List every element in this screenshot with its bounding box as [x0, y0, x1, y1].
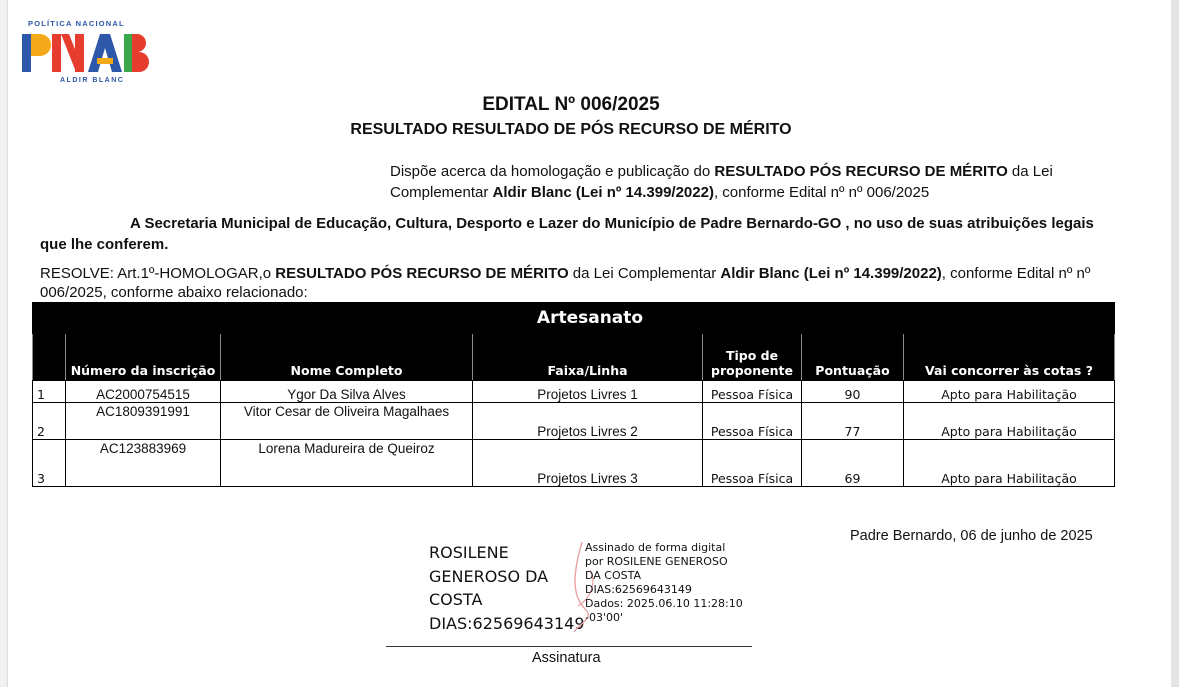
cell-nome [221, 403, 473, 440]
resolve-paragraph [40, 264, 1120, 302]
sig-info-line: Dados: 2025.06.10 11:28:10 [585, 597, 743, 610]
col-header-tipo-line2: proponente [711, 363, 793, 378]
cell-pontuacao: 69 [802, 440, 904, 487]
resolve-text-b: RESULTADO PÓS RECURSO DE MÉRITO [275, 265, 569, 282]
resolve-text-e: , conforme Edital nº nº 006/2025, conforme abaixo relacionado: [40, 265, 1091, 301]
secretaria-text-b: Secretaria Municipal de Educação, Cultura, Desporto e Lazer do Município de Padre Bernardo-GO , no uso de suas atribuições legais que lhe conferem. [40, 215, 1094, 253]
cell-tipo: Pessoa Física [703, 440, 802, 487]
row-number: 2 [33, 403, 66, 440]
intro-paragraph [390, 161, 1120, 203]
digital-signature-info [585, 541, 743, 625]
row-number: 1 [33, 381, 66, 403]
secretaria-text-a: A [130, 215, 141, 232]
col-header-inscricao: Número da inscrição [66, 334, 221, 381]
sig-info-line: Assinado de forma digital [585, 541, 726, 554]
signer-name-line: COSTA [429, 590, 483, 609]
intro-text-d: Aldir Blanc (Lei nº 14.399/2022) [492, 184, 714, 201]
cell-inscricao-text: AC123883969 [99, 441, 187, 456]
category-banner: Artesanato [66, 303, 1115, 334]
document-page [8, 0, 1171, 687]
document-date: Padre Bernardo, 06 de junho de 2025 [850, 528, 1093, 544]
secretaria-paragraph [40, 213, 1120, 255]
cell-nome-text: Vitor Cesar de Oliveira Magalhaes [243, 404, 450, 419]
sig-info-line: DA COSTA [585, 569, 642, 582]
signer-name-line: ROSILENE [429, 543, 509, 562]
intro-text-e: , conforme Edital nº nº 006/2025 [713, 184, 930, 201]
document-subtitle: RESULTADO RESULTADO DE PÓS RECURSO DE MÉRITO [350, 121, 792, 138]
resolve-text-a: RESOLVE: Art.1º-HOMOLOGAR,o [40, 265, 276, 282]
cell-tipo: Pessoa Física [703, 403, 802, 440]
intro-text-a: Dispõe acerca da homologação e publicação do [390, 163, 715, 180]
cell-nome: Ygor Da Silva Alves [221, 381, 473, 403]
row-number: 3 [33, 440, 66, 487]
cell-tipo: Pessoa Física [703, 381, 802, 403]
col-header-faixa: Faixa/Linha [473, 334, 703, 381]
cell-pontuacao: 90 [802, 381, 904, 403]
banner-corner [33, 303, 66, 334]
header-corner [33, 334, 66, 381]
cell-faixa: Projetos Livres 2 [473, 403, 703, 440]
signer-name-line: GENEROSO DA [429, 566, 549, 586]
cell-pontuacao: 77 [802, 403, 904, 440]
col-header-cotas: Vai concorrer às cotas ? [904, 334, 1115, 381]
pnab-logo [22, 16, 152, 88]
cell-inscricao [66, 440, 221, 487]
signer-name-line: DIAS:62569643149 [429, 613, 585, 633]
cell-cotas: Apto para Habilitação [904, 381, 1115, 403]
resolve-text-d: Aldir Blanc (Lei nº 14.399/2022) [720, 265, 942, 282]
logo-bottom-text: ALDIR BLANC [60, 77, 125, 84]
cell-faixa: Projetos Livres 3 [473, 440, 703, 487]
cell-nome-text: Lorena Madureira de Queiroz [258, 441, 435, 456]
resolve-text-c: da Lei Complementar [568, 265, 721, 282]
col-header-tipo-line1: Tipo de [725, 348, 779, 363]
cell-cotas: Apto para Habilitação [904, 403, 1115, 440]
intro-text-c: da Lei Complementar [390, 163, 1053, 201]
signer-name [429, 541, 585, 635]
table-row [33, 440, 1115, 487]
signature-label: Assinatura [532, 650, 601, 666]
logo-top-text: POLÍTICA NACIONAL [28, 19, 125, 28]
cell-inscricao-text: AC1809391991 [96, 404, 190, 419]
col-header-tipo [703, 334, 802, 381]
cell-nome [221, 440, 473, 487]
cell-inscricao [66, 403, 221, 440]
signature-line [386, 646, 752, 647]
sig-info-line: por ROSILENE GENEROSO [585, 555, 728, 568]
cell-cotas: Apto para Habilitação [904, 440, 1115, 487]
col-header-nome: Nome Completo [221, 334, 473, 381]
table-row [33, 381, 1115, 403]
sig-info-line: DIAS:62569643149 [585, 583, 692, 596]
intro-text-b: RESULTADO PÓS RECURSO DE MÉRITO [714, 163, 1008, 180]
table-row [33, 403, 1115, 440]
viewer-edge [1171, 0, 1179, 687]
cell-faixa: Projetos Livres 1 [473, 381, 703, 403]
sig-info-line: -03'00' [585, 611, 624, 624]
cell-inscricao: AC2000754515 [66, 381, 221, 403]
document-title: EDITAL Nº 006/2025 [482, 94, 660, 115]
col-header-pontuacao: Pontuação [802, 334, 904, 381]
results-table [32, 302, 1115, 487]
